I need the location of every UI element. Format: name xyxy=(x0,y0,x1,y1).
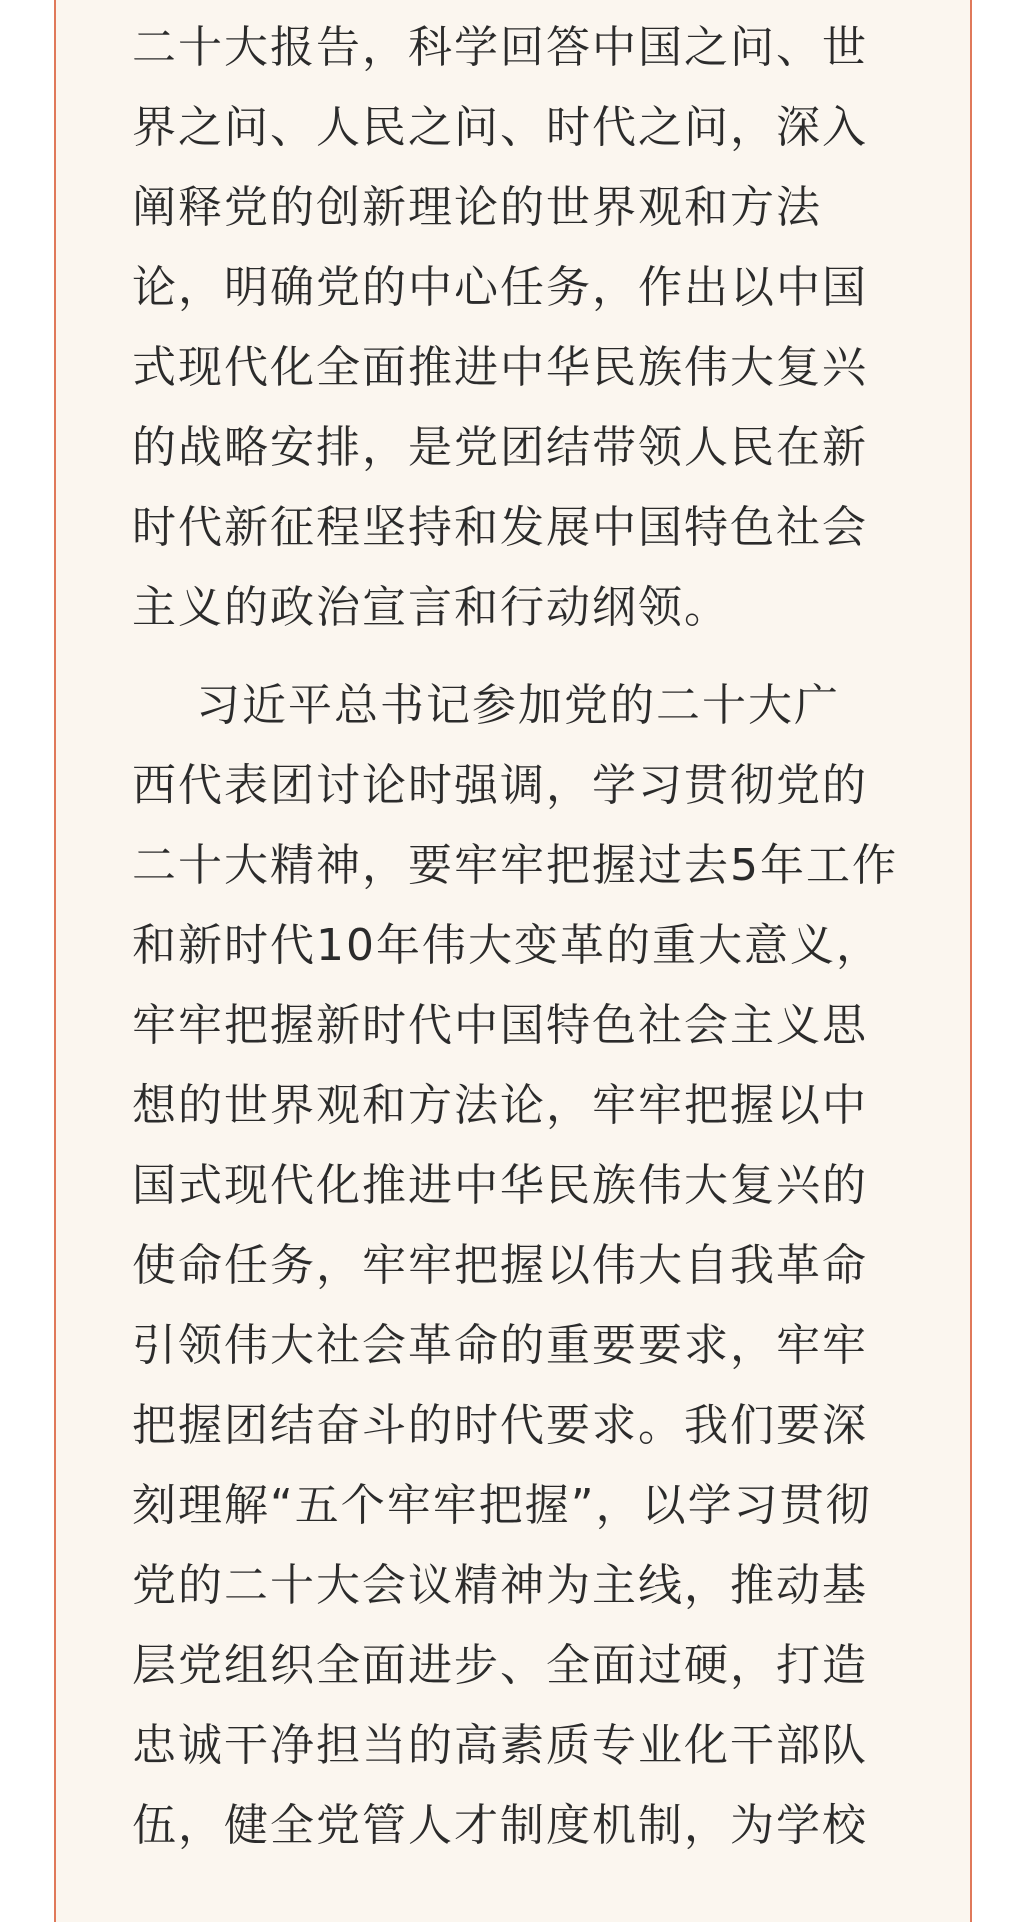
text-line: 国式现代化推进中华民族伟大复兴的 xyxy=(132,1160,868,1211)
text-line: 时代新征程坚持和发展中国特色社会 xyxy=(132,502,868,553)
text-line: 论，明确党的中心任务，作出以中国 xyxy=(132,262,868,313)
text-line: 想的世界观和方法论，牢牢把握以中 xyxy=(132,1080,868,1131)
text-line: 和新时代10年伟大变革的重大意义， xyxy=(132,920,882,971)
text-line: 刻理解“五个牢牢把握”，以学习贯彻 xyxy=(132,1480,872,1531)
paragraph-2 xyxy=(132,666,898,1866)
text-line: 党的二十大会议精神为主线，推动基 xyxy=(132,1560,868,1611)
text-line: 引领伟大社会革命的重要要求，牢牢 xyxy=(132,1320,868,1371)
text-line: 式现代化全面推进中华民族伟大复兴 xyxy=(132,342,868,393)
text-line: 西代表团讨论时强调，学习贯彻党的 xyxy=(132,760,868,811)
text-line: 层党组织全面进步、全面过硬，打造 xyxy=(132,1640,868,1691)
text-line: 界之问、人民之问、时代之问，深入 xyxy=(132,102,868,153)
text-line: 牢牢把握新时代中国特色社会主义思 xyxy=(132,1000,868,1051)
text-line: 忠诚干净担当的高素质专业化干部队 xyxy=(132,1720,868,1771)
text-line: 习近平总书记参加党的二十大广 xyxy=(132,680,840,731)
text-line: 二十大报告，科学回答中国之问、世 xyxy=(132,22,868,73)
text-line: 阐释党的创新理论的世界观和方法 xyxy=(132,182,822,233)
text-line: 伍，健全党管人才制度机制，为学校 xyxy=(132,1800,868,1851)
paragraph-gap xyxy=(132,648,892,666)
text-line: 主义的政治宣言和行动纲领。 xyxy=(132,582,730,633)
text-line: 把握团结奋斗的时代要求。我们要深 xyxy=(132,1400,868,1451)
article-body xyxy=(132,8,898,1866)
text-line: 使命任务，牢牢把握以伟大自我革命 xyxy=(132,1240,868,1291)
text-line: 的战略安排，是党团结带领人民在新 xyxy=(132,422,868,473)
paragraph-1 xyxy=(132,8,892,648)
text-line: 二十大精神，要牢牢把握过去5年工作 xyxy=(132,840,898,891)
